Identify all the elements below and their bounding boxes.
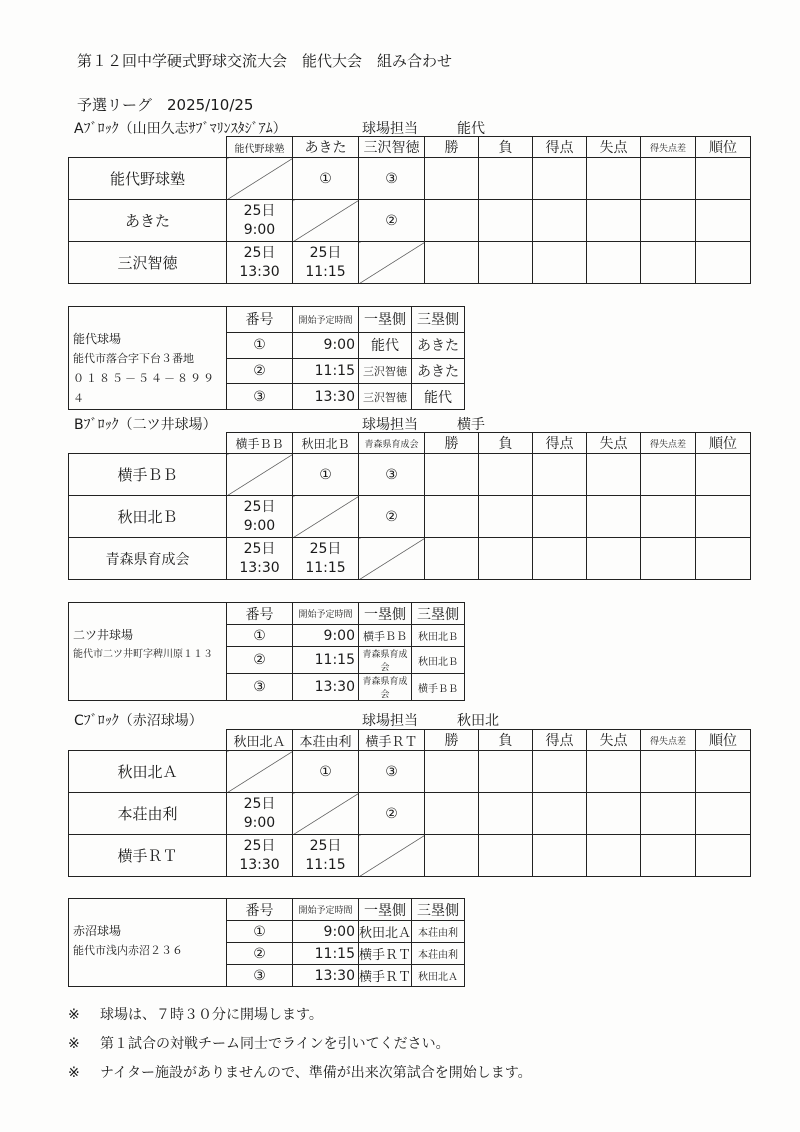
stat-cell — [479, 835, 533, 877]
header-runs-allowed: 失点 — [587, 137, 641, 158]
game-third-base: 本荘由利 — [412, 921, 465, 943]
block-b-games-table — [68, 602, 465, 701]
header-runs-allowed: 失点 — [587, 730, 641, 751]
stat-cell — [425, 200, 479, 242]
games-header-first-base: 一塁側 — [359, 603, 412, 625]
block-a-heading: Aﾌﾞﾛｯｸ（山田久志ｻﾌﾞﾏﾘﾝｽﾀｼﾞｱﾑ） — [74, 121, 287, 137]
games-header-no: 番号 — [227, 603, 293, 625]
header-runs-scored: 得点 — [533, 433, 587, 454]
stat-cell — [587, 496, 641, 538]
stat-cell — [425, 835, 479, 877]
block-a-manager: 能代 — [457, 121, 485, 137]
stat-cell — [479, 496, 533, 538]
result-cell: ② — [359, 200, 425, 242]
note-mark: ※ — [68, 1007, 80, 1023]
stat-cell — [641, 454, 696, 496]
page-title: 第１２回中学硬式野球交流大会 能代大会 組み合わせ — [77, 52, 453, 70]
stat-cell — [425, 538, 479, 580]
stat-cell — [641, 751, 696, 793]
stat-cell — [641, 835, 696, 877]
team-name: 本荘由利 — [69, 793, 227, 835]
game-number: ② — [227, 358, 293, 384]
header-runs-allowed: 失点 — [587, 433, 641, 454]
block-c-manager: 秋田北 — [457, 713, 499, 729]
header-team-3: 三沢智徳 — [359, 137, 425, 158]
games-header-first-base: 一塁側 — [359, 899, 412, 921]
games-header-third-base: 三塁側 — [412, 307, 465, 333]
stat-cell — [696, 158, 751, 200]
game-third-base: 秋田北Ａ — [412, 965, 465, 987]
game-first-base: 三沢智徳 — [359, 358, 412, 384]
stat-cell — [641, 496, 696, 538]
note-item — [68, 1062, 532, 1082]
block-a-games-table — [68, 306, 465, 410]
block-c-games-table — [68, 898, 465, 987]
note-text: 球場は、７時３０分に開場します。 — [100, 1007, 323, 1023]
stat-cell — [696, 751, 751, 793]
stat-cell — [533, 158, 587, 200]
stat-cell — [479, 793, 533, 835]
team-name: 秋田北Ｂ — [69, 496, 227, 538]
game-number: ② — [227, 943, 293, 965]
header-losses: 負 — [479, 433, 533, 454]
stat-cell — [641, 793, 696, 835]
block-c-venue — [69, 899, 227, 987]
venue-address: 能代市二ツ井町字稗川原１１３ — [73, 649, 213, 660]
game-time: 11:15 — [293, 358, 359, 384]
game-number: ③ — [227, 384, 293, 410]
team-name: あきた — [69, 200, 227, 242]
games-header-no: 番号 — [227, 899, 293, 921]
stat-cell — [479, 454, 533, 496]
result-cell: 25日 9:00 — [227, 793, 293, 835]
stat-cell — [533, 242, 587, 284]
stat-cell — [696, 793, 751, 835]
games-header-third-base: 三塁側 — [412, 899, 465, 921]
stat-cell — [533, 454, 587, 496]
stat-cell — [696, 200, 751, 242]
stat-cell — [425, 751, 479, 793]
stat-cell — [587, 793, 641, 835]
game-number: ① — [227, 332, 293, 358]
stat-cell — [479, 751, 533, 793]
header-corner — [69, 730, 227, 751]
game-third-base: 秋田北Ｂ — [412, 625, 465, 647]
game-third-base: あきた — [412, 358, 465, 384]
stat-cell — [587, 538, 641, 580]
result-cell: 25日 9:00 — [227, 200, 293, 242]
result-cell: 25日 11:15 — [293, 242, 359, 284]
game-time: 13:30 — [293, 674, 359, 701]
game-time: 9:00 — [293, 625, 359, 647]
game-first-base: 横手ＲＴ — [359, 943, 412, 965]
block-b-manager-label: 球場担当 — [362, 417, 418, 433]
result-cell: ② — [359, 496, 425, 538]
stat-cell — [587, 158, 641, 200]
header-run-diff: 得失点差 — [641, 730, 696, 751]
game-third-base: 秋田北Ｂ — [412, 647, 465, 674]
stat-cell — [641, 200, 696, 242]
note-mark: ※ — [68, 1036, 80, 1052]
stat-cell — [533, 200, 587, 242]
header-runs-scored: 得点 — [533, 730, 587, 751]
diagonal-cell — [359, 538, 425, 580]
note-item — [68, 1033, 532, 1053]
stat-cell — [696, 242, 751, 284]
diagonal-cell — [293, 496, 359, 538]
stat-cell — [533, 793, 587, 835]
header-runs-scored: 得点 — [533, 137, 587, 158]
game-third-base: 横手ＢＢ — [412, 674, 465, 701]
header-rank: 順位 — [696, 137, 751, 158]
game-time: 9:00 — [293, 921, 359, 943]
header-wins: 勝 — [425, 137, 479, 158]
result-cell: ② — [359, 793, 425, 835]
header-team-2: あきた — [293, 137, 359, 158]
games-header-time: 開始予定時間 — [293, 603, 359, 625]
result-cell: 25日 13:30 — [227, 242, 293, 284]
game-first-base: 青森県育成会 — [359, 674, 412, 701]
header-wins: 勝 — [425, 730, 479, 751]
team-name: 秋田北Ａ — [69, 751, 227, 793]
block-b-league-table — [68, 432, 751, 580]
block-a-league-table — [68, 136, 751, 284]
stat-cell — [533, 751, 587, 793]
game-number: ③ — [227, 674, 293, 701]
note-text: ナイター施設がありませんので、準備が出来次第試合を開始します。 — [100, 1065, 532, 1081]
game-time: 11:15 — [293, 647, 359, 674]
note-item — [68, 1004, 532, 1024]
games-header-no: 番号 — [227, 307, 293, 333]
games-header-time: 開始予定時間 — [293, 307, 359, 333]
stat-cell — [425, 454, 479, 496]
block-c-manager-label: 球場担当 — [362, 713, 418, 729]
notes — [68, 1004, 532, 1091]
venue-phone: ０１８５－５４－８９９４ — [73, 372, 216, 405]
game-number: ① — [227, 625, 293, 647]
team-name: 青森県育成会 — [69, 538, 227, 580]
result-cell: 25日 9:00 — [227, 496, 293, 538]
game-third-base: 本荘由利 — [412, 943, 465, 965]
team-name: 能代野球塾 — [69, 158, 227, 200]
result-cell: ① — [293, 454, 359, 496]
game-time: 9:00 — [293, 332, 359, 358]
team-name: 横手ＢＢ — [69, 454, 227, 496]
stat-cell — [479, 200, 533, 242]
game-first-base: 青森県育成会 — [359, 647, 412, 674]
venue-address: 能代市落合字下台３番地 — [73, 352, 194, 365]
stat-cell — [479, 242, 533, 284]
block-b-manager: 横手 — [457, 417, 485, 433]
games-header-time: 開始予定時間 — [293, 899, 359, 921]
result-cell: ③ — [359, 158, 425, 200]
game-first-base: 秋田北Ａ — [359, 921, 412, 943]
game-number: ② — [227, 647, 293, 674]
games-header-third-base: 三塁側 — [412, 603, 465, 625]
header-team-3: 青森県育成会 — [359, 433, 425, 454]
stat-cell — [533, 496, 587, 538]
diagonal-cell — [359, 242, 425, 284]
header-losses: 負 — [479, 730, 533, 751]
game-time: 13:30 — [293, 384, 359, 410]
game-first-base: 三沢智徳 — [359, 384, 412, 410]
result-cell: ① — [293, 158, 359, 200]
stat-cell — [587, 454, 641, 496]
header-team-1: 横手ＢＢ — [227, 433, 293, 454]
stat-cell — [696, 538, 751, 580]
diagonal-cell — [293, 793, 359, 835]
venue-name: 赤沼球場 — [73, 924, 122, 938]
diagonal-cell — [227, 751, 293, 793]
venue-address: 能代市浅内赤沼２３６ — [73, 944, 183, 957]
block-c-heading: Cﾌﾞﾛｯｸ（赤沼球場） — [74, 713, 203, 729]
stat-cell — [587, 751, 641, 793]
result-cell: ① — [293, 751, 359, 793]
header-losses: 負 — [479, 137, 533, 158]
header-wins: 勝 — [425, 433, 479, 454]
header-rank: 順位 — [696, 433, 751, 454]
page-subtitle: 予選リーグ 2025/10/25 — [77, 96, 254, 114]
game-first-base: 横手ＲＴ — [359, 965, 412, 987]
game-third-base: 能代 — [412, 384, 465, 410]
stat-cell — [587, 835, 641, 877]
stat-cell — [696, 454, 751, 496]
venue-name: 二ツ井球場 — [73, 628, 134, 642]
stat-cell — [696, 835, 751, 877]
diagonal-cell — [359, 835, 425, 877]
venue-name: 能代球場 — [73, 332, 122, 346]
stat-cell — [425, 158, 479, 200]
team-name: 横手ＲＴ — [69, 835, 227, 877]
game-number: ③ — [227, 965, 293, 987]
block-a-venue — [69, 307, 227, 410]
header-run-diff: 得失点差 — [641, 137, 696, 158]
header-team-2: 本荘由利 — [293, 730, 359, 751]
block-a-manager-label: 球場担当 — [362, 121, 418, 137]
header-team-3: 横手ＲＴ — [359, 730, 425, 751]
block-b-heading: Bﾌﾞﾛｯｸ（二ツ井球場） — [74, 417, 217, 433]
team-name: 三沢智徳 — [69, 242, 227, 284]
diagonal-cell — [227, 454, 293, 496]
result-cell: 25日 11:15 — [293, 538, 359, 580]
game-time: 11:15 — [293, 943, 359, 965]
stat-cell — [425, 242, 479, 284]
result-cell: 25日 13:30 — [227, 538, 293, 580]
game-first-base: 能代 — [359, 332, 412, 358]
stat-cell — [533, 835, 587, 877]
stat-cell — [425, 496, 479, 538]
stat-cell — [479, 158, 533, 200]
stat-cell — [533, 538, 587, 580]
note-text: 第１試合の対戦チーム同士でラインを引いてください。 — [100, 1036, 450, 1052]
result-cell: ③ — [359, 751, 425, 793]
stat-cell — [641, 538, 696, 580]
game-number: ① — [227, 921, 293, 943]
header-team-2: 秋田北Ｂ — [293, 433, 359, 454]
stat-cell — [641, 242, 696, 284]
stat-cell — [696, 496, 751, 538]
note-mark: ※ — [68, 1065, 80, 1081]
header-run-diff: 得失点差 — [641, 433, 696, 454]
diagonal-cell — [227, 158, 293, 200]
game-third-base: あきた — [412, 332, 465, 358]
block-b-venue — [69, 603, 227, 701]
result-cell: ③ — [359, 454, 425, 496]
stat-cell — [425, 793, 479, 835]
game-first-base: 横手ＢＢ — [359, 625, 412, 647]
games-header-first-base: 一塁側 — [359, 307, 412, 333]
game-time: 13:30 — [293, 965, 359, 987]
header-rank: 順位 — [696, 730, 751, 751]
header-team-1: 秋田北Ａ — [227, 730, 293, 751]
stat-cell — [587, 200, 641, 242]
diagonal-cell — [293, 200, 359, 242]
header-team-1: 能代野球塾 — [227, 137, 293, 158]
stat-cell — [587, 242, 641, 284]
result-cell: 25日 13:30 — [227, 835, 293, 877]
result-cell: 25日 11:15 — [293, 835, 359, 877]
header-corner — [69, 137, 227, 158]
block-c-league-table — [68, 729, 751, 877]
stat-cell — [479, 538, 533, 580]
header-corner — [69, 433, 227, 454]
stat-cell — [641, 158, 696, 200]
